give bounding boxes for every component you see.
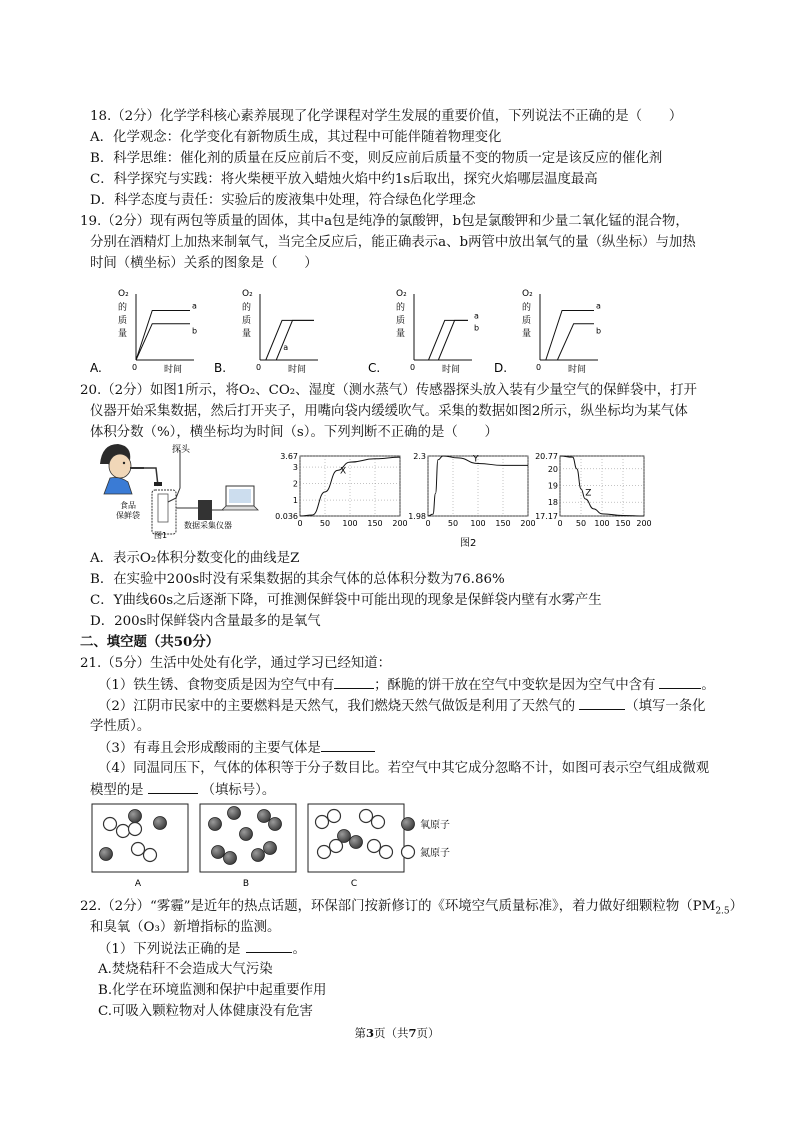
y-tick-label: 1.98 <box>408 512 426 521</box>
q19-graph-a[interactable] <box>90 280 200 378</box>
svg-text:的: 的 <box>522 303 532 313</box>
q20-option-b: B．在实验中200s时没有采集数据的其余气体的总体积分数为76.86% <box>90 572 505 587</box>
q21-part4-cont <box>90 779 275 801</box>
svg-text:0: 0 <box>536 363 542 372</box>
model-box-a[interactable] <box>92 804 188 889</box>
q22-stem-close: ） <box>729 899 744 914</box>
q18-option-a: A．化学观念：化学变化有新物质生成，其过程中可能伴随着物理变化 <box>90 130 502 145</box>
box-b-label: B <box>242 879 250 889</box>
q19-curve-a <box>276 320 314 360</box>
svg-text:b: b <box>192 326 198 336</box>
legend-oxygen: 氧原子 <box>420 820 450 831</box>
q19-curve-b <box>557 324 594 360</box>
box-c-label: C <box>350 879 358 889</box>
figure1-caption: 图1 <box>154 531 168 540</box>
x-tick-label: 150 <box>367 519 383 528</box>
x-tick-label: 50 <box>447 519 459 528</box>
x-tick-label: 100 <box>342 519 358 528</box>
data-logger-device <box>198 500 212 520</box>
footer-mid: 页（共 <box>374 1026 409 1040</box>
footer-total: 7 <box>408 1026 417 1040</box>
q19-curve-a <box>429 320 469 360</box>
q21-particle-models <box>88 800 488 892</box>
q19-option-letter: C. <box>368 361 381 375</box>
q21-blank-2[interactable] <box>659 674 701 689</box>
x-tick-label: 0 <box>557 519 563 528</box>
svg-text:量: 量 <box>522 329 532 339</box>
q19-stem-line3: 时间（横坐标）关系的图象是（ ） <box>90 256 318 271</box>
series-label: X <box>340 466 347 477</box>
x-tick-label: 200 <box>520 519 536 528</box>
q19-curve-a <box>546 311 594 361</box>
q21-part4-text-b: 模型的是 <box>90 783 144 798</box>
q19-xlabel: 时间 <box>442 365 461 375</box>
q22-option-a: A.焚烧秸秆不会造成大气污染 <box>98 962 273 977</box>
device-label: 数据采集仪器 <box>184 521 232 530</box>
q19-graph-b[interactable] <box>214 280 324 378</box>
y-tick-label: 3 <box>292 463 298 473</box>
q19-curve-b <box>136 324 190 360</box>
svg-text:a: a <box>474 311 479 321</box>
q21-blank-3[interactable] <box>579 695 625 710</box>
svg-text:质: 质 <box>522 316 532 326</box>
x-tick-label: 100 <box>470 519 486 528</box>
chart-y <box>408 452 535 528</box>
svg-text:质: 质 <box>242 316 252 326</box>
q22-option-c: C.可吸入颗粒物对人体健康没有危害 <box>98 1004 313 1019</box>
chart-z <box>535 452 652 528</box>
series-label: Y <box>473 454 479 465</box>
laptop-icon <box>222 486 258 510</box>
y-tick-label: 2.3 <box>413 452 426 461</box>
q22-sub1-text: （1）下列说法正确的是 <box>98 942 241 957</box>
svg-text:b: b <box>474 323 480 333</box>
section-title: 二、填空题（共50分） <box>80 634 220 650</box>
svg-text:a: a <box>596 301 601 311</box>
bag-label-2: 保鲜袋 <box>116 511 140 520</box>
svg-text:质: 质 <box>118 316 128 326</box>
q20-option-a: A．表示O₂体积分数变化的曲线是Z <box>90 551 300 566</box>
q22-option-b: B.化学在环境监测和保护中起重要作用 <box>98 983 327 998</box>
q22-sub1 <box>98 938 306 960</box>
svg-text:的: 的 <box>396 303 406 313</box>
x-tick-label: 200 <box>636 519 652 528</box>
q21-part4-text-c: （填标号）。 <box>201 783 276 798</box>
svg-text:的: 的 <box>118 303 128 313</box>
q21-part2-cont: 学性质）。 <box>90 719 151 734</box>
y-tick-label: 18 <box>547 498 558 508</box>
x-tick-label: 0 <box>425 519 431 528</box>
svg-text:0: 0 <box>410 363 416 372</box>
q21-part2 <box>98 695 706 717</box>
q22-sub1-end: 。 <box>292 942 306 957</box>
svg-text:b: b <box>596 326 602 336</box>
q21-part1-text-a: （1）铁生锈、食物变质是因为空气中有 <box>98 678 335 693</box>
q21-part1-text-b: ；酥脆的饼干放在空气中变软是因为空气中含有 <box>374 678 656 693</box>
svg-text:的: 的 <box>242 303 252 313</box>
bag-label-1: 食品 <box>120 501 136 510</box>
x-tick-label: 150 <box>495 519 511 528</box>
q19-xlabel: 时间 <box>164 365 183 375</box>
y-tick-label: 19 <box>547 481 558 491</box>
q19-graph-c[interactable] <box>368 280 478 378</box>
q21-blank-1[interactable] <box>334 674 374 689</box>
page-footer <box>0 1023 794 1044</box>
q22-stem-line2: 和臭氧（O₃）新增指标的监测。 <box>90 920 281 935</box>
q19-xlabel: 时间 <box>288 365 307 375</box>
q19-stem-line1: 19.（2分）现有两包等质量的固体，其中a包是纯净的氯酸钾，b包是氯酸钾和少量二氧化锰的混合物， <box>80 214 689 229</box>
q20-stem-line2: 仪器开始采集数据，然后打开夹子，用嘴向袋内缓缓吹气。采集的数据如图2所示，纵坐标均为某气体 <box>90 404 688 419</box>
x-tick-label: 100 <box>594 519 610 528</box>
x-tick-label: 150 <box>615 519 631 528</box>
q20-stem-line1: 20.（2分）如图1所示，将O₂、CO₂、湿度（测水蒸气）传感器探头放入装有少量空气的保鲜袋中，打开 <box>80 383 697 398</box>
q21-part2-text-a: （2）江阴市民家中的主要燃料是天然气，我们燃烧天然气做饭是利用了天然气的 <box>98 699 576 714</box>
legend-nitrogen: 氮原子 <box>420 848 450 859</box>
svg-text:0: 0 <box>256 363 262 372</box>
x-tick-label: 0 <box>297 519 303 528</box>
legend <box>402 818 451 860</box>
q21-stem: 21.（5分）生活中处处有化学，通过学习已经知道： <box>80 656 392 671</box>
y-tick-label: 20.77 <box>535 452 558 461</box>
q19-ylabel: O₂ <box>396 289 407 299</box>
x-tick-label: 200 <box>392 519 408 528</box>
q20-stem-line3: 体积分数（%），横坐标均为时间（s）。下列判断不正确的是（ ） <box>90 425 498 440</box>
q22-stem-text: 22.（2分）“雾霾”是近年的热点话题，环保部门按新修订的《环境空气质量标准》，着力做好细颗粒物（PM <box>80 899 716 914</box>
q19-xlabel: 时间 <box>568 365 587 375</box>
q21-part1-text-c: 。 <box>701 678 715 693</box>
q19-curve-a <box>136 311 190 361</box>
footer-prefix: 第 <box>354 1026 366 1040</box>
q19-option-letter: A. <box>90 361 102 375</box>
svg-text:量: 量 <box>396 329 406 339</box>
x-tick-label: 50 <box>575 519 587 528</box>
q20-figure2 <box>270 448 660 548</box>
oxygen-atom-icon <box>402 818 415 831</box>
q18-stem: 18.（2分）化学学科核心素养展现了化学课程对学生发展的重要价值，下列说法不正确的是（ ） <box>90 109 683 124</box>
q19-ylabel: O₂ <box>522 289 533 299</box>
q20-option-c: C．Y曲线60s之后逐渐下降，可推测保鲜袋中可能出现的现象是保鲜袋内壁有水雾产生 <box>90 593 602 608</box>
q19-option-letter: D. <box>494 361 508 375</box>
q20-option-d: D．200s时保鲜袋内含量最多的是氧气 <box>90 614 321 629</box>
q22-blank-1[interactable] <box>246 938 292 953</box>
q18-option-d: D．科学态度与责任：实验后的废液集中处理，符合绿色化学理念 <box>90 193 476 208</box>
q21-part2-text-b: （填写一条化 <box>625 699 706 714</box>
footer-suffix: 页） <box>416 1026 440 1040</box>
y-tick-label: 2 <box>292 479 298 489</box>
footer-page: 3 <box>365 1026 374 1040</box>
q21-blank-5[interactable] <box>148 779 198 794</box>
model-box-c[interactable] <box>308 804 404 889</box>
q21-part4: （4）同温同压下，气体的体积等于分子数目比。若空气中其它成分忽略不计，如图可表示空气组成微观 <box>98 761 710 776</box>
y-tick-label: 3.67 <box>280 452 298 461</box>
nitrogen-atom-icon <box>402 846 415 859</box>
q21-part3 <box>98 737 375 759</box>
x-tick-label: 50 <box>319 519 331 528</box>
svg-text:a: a <box>283 343 289 352</box>
chart-x <box>275 452 408 528</box>
y-tick-label: 1 <box>292 496 298 506</box>
figure2-caption: 图2 <box>460 538 477 549</box>
y-tick-label: 17.17 <box>535 512 558 521</box>
svg-text:量: 量 <box>118 329 128 339</box>
svg-text:a: a <box>192 301 197 311</box>
q20-figure1 <box>96 438 271 538</box>
q21-part3-text: （3）有毒且会形成酸雨的主要气体是 <box>98 741 321 756</box>
q19-option-letter: B. <box>214 361 227 375</box>
q19-ylabel: O₂ <box>242 289 253 299</box>
y-tick-label: 20 <box>547 464 558 474</box>
q18-option-c: C．科学探究与实践：将火柴梗平放入蜡烛火焰中约1s后取出，探究火焰哪层温度最高 <box>90 172 598 187</box>
q19-graph-d[interactable] <box>494 280 604 378</box>
svg-text:质: 质 <box>396 316 406 326</box>
q18-option-b: B．科学思维：催化剂的质量在反应前后不变，则反应前后质量不变的物质一定是该反应的催化剂 <box>90 151 663 166</box>
pm-subscript: 2.5 <box>715 906 730 917</box>
svg-text:0: 0 <box>132 363 138 372</box>
series-label: Z <box>585 488 592 499</box>
person-illustration <box>100 444 144 494</box>
svg-text:量: 量 <box>242 329 252 339</box>
model-box-b[interactable] <box>200 804 296 889</box>
probe-label: 探头 <box>172 445 191 455</box>
q19-stem-line2: 分别在酒精灯上加热来制氧气，当完全反应后，能正确表示a、b两管中放出氧气的量（纵坐标）与加热 <box>90 235 696 250</box>
q21-part1 <box>98 674 715 696</box>
box-a-label: A <box>134 879 142 889</box>
q19-ylabel: O₂ <box>118 289 129 299</box>
q21-blank-4[interactable] <box>321 737 375 752</box>
y-tick-label: 0.036 <box>275 512 298 521</box>
